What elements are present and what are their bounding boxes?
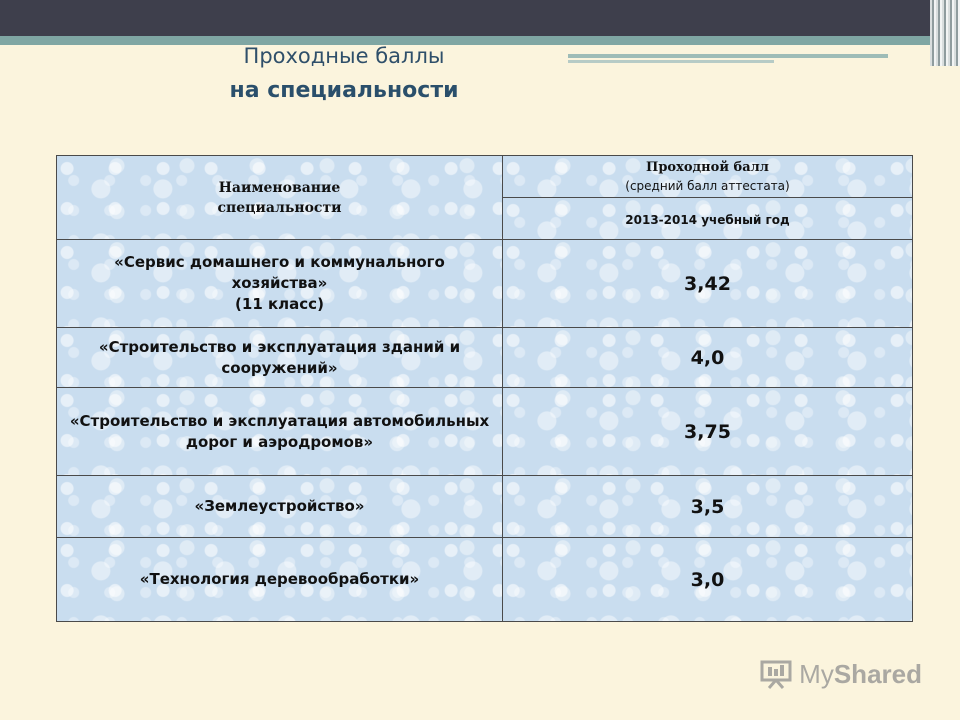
specialty-name: «Технология деревообработки» [139, 570, 420, 588]
row-score [503, 538, 913, 622]
slide-title-line1: Проходные баллы [243, 44, 445, 68]
header-year-label: 2013-2014 учебный год [625, 213, 790, 227]
myshared-watermark [759, 656, 922, 692]
specialty-name: «Строительство и эксплуатация автомобильных дорог и аэродромов» [69, 411, 490, 451]
score-value: 3,5 [690, 495, 725, 518]
specialty-name: «Землеустройство» [194, 497, 365, 515]
specialty-name: «Сервис домашнего и коммунального хозяйства» [114, 253, 445, 292]
table-row [57, 538, 913, 622]
table-row [57, 240, 913, 328]
header-score-title: Проходной балл [646, 159, 769, 175]
score-value: 3,42 [684, 272, 731, 295]
score-value: 3,0 [690, 568, 725, 591]
row-score [503, 388, 913, 476]
myshared-logo-text [799, 659, 922, 690]
header-specialty-name-label: Наименование специальности [217, 179, 342, 216]
header-score-subtitle: (средний балл аттестата) [625, 178, 790, 193]
top-decorative-bar [0, 0, 960, 36]
slide-title-line2: на специальности [229, 78, 459, 103]
specialty-name: «Строительство и эксплуатация зданий и сооружений» [98, 337, 461, 377]
row-specialty [57, 388, 503, 476]
myshared-logo-my: My [799, 658, 834, 689]
score-value: 4,0 [690, 346, 725, 369]
row-score [503, 328, 913, 388]
header-specialty-name [57, 156, 503, 240]
presentation-icon [759, 659, 793, 689]
score-value: 3,75 [684, 420, 731, 443]
row-score [503, 240, 913, 328]
row-specialty [57, 240, 503, 328]
header-year [503, 198, 913, 240]
row-specialty [57, 538, 503, 622]
specialty-note: (11 класс) [235, 295, 324, 313]
row-specialty [57, 328, 503, 388]
passing-scores-table [56, 155, 913, 622]
myshared-logo-shared: Shared [833, 658, 922, 689]
table-row [57, 476, 913, 538]
table-row [57, 328, 913, 388]
row-score [503, 476, 913, 538]
row-specialty [57, 476, 503, 538]
table-row [57, 388, 913, 476]
decorative-stripes [930, 0, 960, 66]
header-score [503, 156, 913, 198]
